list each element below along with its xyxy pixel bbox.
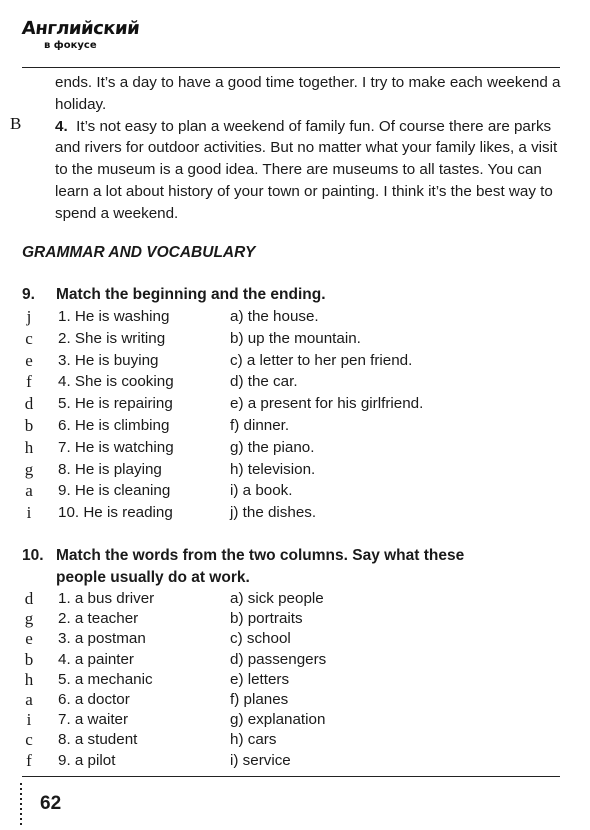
- beginning: 2. She is writing: [58, 329, 166, 347]
- handwritten-answer-b: B: [10, 114, 22, 133]
- match-row: [0, 691, 590, 711]
- beginning: 1. He is washing: [58, 308, 170, 325]
- exercise-10-list: [0, 590, 590, 772]
- beginning: 9. He is cleaning: [58, 482, 171, 500]
- occupation: 7. a waiter: [58, 711, 129, 729]
- handwritten-answer: c: [25, 328, 33, 348]
- beginning: 3. He is buying: [58, 351, 159, 369]
- work-object: f) planes: [230, 690, 289, 708]
- ending: j) the dishes.: [230, 504, 317, 522]
- header-divider: [22, 67, 560, 68]
- handwritten-answer: c: [25, 730, 33, 750]
- handwritten-answer: h: [24, 437, 34, 457]
- handwritten-answer: d: [24, 394, 34, 414]
- work-object: c) school: [230, 630, 291, 648]
- occupation: 9. a pilot: [58, 751, 116, 769]
- handwritten-answer: e: [25, 629, 33, 649]
- dotted-margin-line: [20, 783, 22, 825]
- logo-subtitle: в фокусе: [44, 40, 97, 51]
- handwritten-answer: a: [25, 689, 33, 709]
- match-row: [0, 352, 590, 374]
- match-row: [0, 651, 590, 671]
- occupation: 2. a teacher: [58, 610, 139, 628]
- match-row: [0, 439, 590, 461]
- match-row: [0, 752, 590, 772]
- paragraph-text: It’s not easy to plan a weekend of family fun. Of course there are parks and rivers for outdoor activities. But no matter what your family likes, a visit to the museum is a good idea. There are museums to all tastes. You can learn a lot about history of your town or painting. I think it’s the best way to spend a weekend.: [55, 117, 558, 222]
- exercise-number: 10.: [22, 547, 44, 564]
- exercise-9-title: [22, 284, 326, 306]
- match-row: [0, 711, 590, 731]
- handwritten-answer: g: [24, 609, 34, 629]
- match-row: [0, 330, 590, 352]
- beginning: 4. She is cooking: [58, 373, 174, 391]
- exercise-instruction-line-2: people usually do at work.: [56, 568, 250, 586]
- work-object: i) service: [230, 751, 291, 769]
- logo-title: Английский: [20, 18, 141, 39]
- match-row: [0, 395, 590, 417]
- handwritten-answer: a: [25, 481, 33, 501]
- exercise-10-title: [22, 545, 464, 588]
- reading-passage: [55, 72, 570, 225]
- match-row: [0, 630, 590, 650]
- ending: f) dinner.: [230, 416, 290, 434]
- handwritten-answer: e: [25, 350, 33, 370]
- book-logo: [20, 18, 141, 58]
- occupation: 5. a mechanic: [58, 670, 153, 688]
- match-row: [0, 461, 590, 483]
- match-row: [0, 504, 590, 526]
- handwritten-answer: b: [24, 649, 34, 669]
- match-row: [0, 417, 590, 439]
- match-row: [0, 610, 590, 630]
- match-row: [0, 308, 590, 330]
- handwritten-answer: g: [24, 459, 34, 479]
- handwritten-answer: b: [24, 415, 34, 435]
- page-number: 62: [40, 793, 62, 814]
- ending: h) television.: [230, 460, 316, 478]
- match-row: [0, 482, 590, 504]
- beginning: 8. He is playing: [58, 460, 162, 478]
- handwritten-answer: f: [26, 750, 32, 770]
- handwritten-answer: i: [26, 710, 32, 730]
- work-object: e) letters: [230, 670, 290, 688]
- ending: e) a present for his girlfriend.: [230, 395, 424, 413]
- handwritten-answer: i: [26, 503, 32, 523]
- section-title: GRAMMAR AND VOCABULARY: [22, 244, 256, 261]
- match-row: [0, 671, 590, 691]
- footer-divider: [22, 776, 560, 777]
- handwritten-answer: j: [26, 307, 32, 326]
- match-row: [0, 373, 590, 395]
- exercise-instruction: Match the beginning and the ending.: [56, 286, 326, 303]
- exercise-number: 9.: [22, 286, 35, 303]
- beginning: 6. He is climbing: [58, 416, 170, 434]
- occupation: 6. a doctor: [58, 690, 130, 708]
- work-object: g) explanation: [230, 711, 326, 729]
- work-object: a) sick people: [230, 590, 324, 607]
- beginning: 5. He is repairing: [58, 395, 173, 413]
- handwritten-answer: h: [24, 669, 34, 689]
- exercise-9-list: [0, 308, 590, 526]
- match-row: [0, 590, 590, 610]
- occupation: 8. a student: [58, 731, 138, 749]
- beginning: 10. He is reading: [58, 504, 173, 522]
- passage-continued-text: ends. It’s a day to have a good time together. I try to make each weekend a holiday.: [55, 74, 561, 113]
- occupation: 4. a painter: [58, 650, 134, 668]
- occupation: 3. a postman: [58, 630, 146, 648]
- ending: a) the house.: [230, 308, 319, 325]
- ending: g) the piano.: [230, 438, 315, 456]
- work-object: d) passengers: [230, 650, 327, 668]
- ending: i) a book.: [230, 482, 293, 500]
- ending: d) the car.: [230, 373, 298, 391]
- ending: c) a letter to her pen friend.: [230, 351, 413, 369]
- passage-paragraph-4: [55, 116, 570, 225]
- match-row: [0, 731, 590, 751]
- ending: b) up the mountain.: [230, 329, 361, 347]
- handwritten-answer: f: [26, 372, 32, 392]
- paragraph-number: 4.: [55, 117, 68, 135]
- handwritten-answer: d: [24, 589, 34, 608]
- occupation: 1. a bus driver: [58, 590, 155, 607]
- exercise-instruction-line-1: Match the words from the two columns. Say what these: [56, 547, 465, 564]
- work-object: b) portraits: [230, 610, 303, 628]
- beginning: 7. He is watching: [58, 438, 174, 456]
- work-object: h) cars: [230, 731, 277, 749]
